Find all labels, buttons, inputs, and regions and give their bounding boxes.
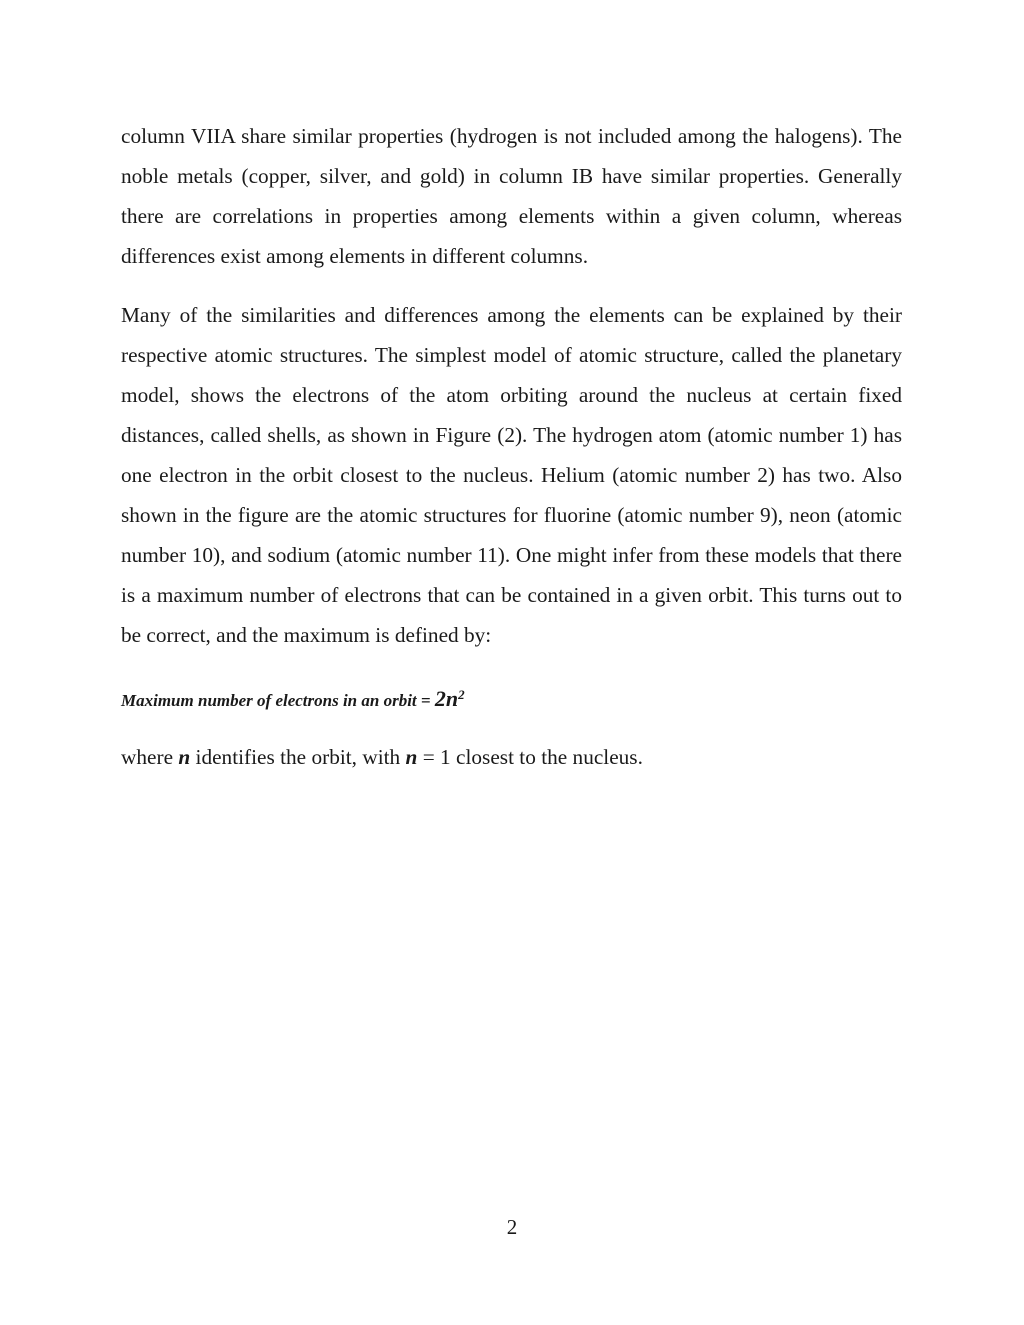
variable-n: n bbox=[178, 745, 191, 769]
where-text-1: where bbox=[121, 745, 179, 769]
formula-label: Maximum number of electrons in an orbit = bbox=[121, 691, 435, 710]
formula-expression bbox=[435, 686, 465, 711]
paragraph-halogens: column VIIA share similar properties (hydrogen is not included among the halogens). The noble metals (copper, silver, and gold) in column IB have similar properties. Generally there are correlations in properties among elements within a given column, whereas differences exist among elements in different columns. bbox=[121, 124, 902, 268]
where-text-2: identifies the orbit, with bbox=[190, 745, 406, 769]
page-body bbox=[121, 116, 902, 777]
where-definition bbox=[121, 737, 902, 777]
where-text-3: = 1 closest to the nucleus. bbox=[417, 745, 643, 769]
page-number: 2 bbox=[506, 1215, 518, 1239]
formula-base: 2n bbox=[434, 686, 459, 711]
formula-max-electrons bbox=[121, 681, 902, 719]
variable-n: n bbox=[405, 745, 418, 769]
paragraph-atomic-structure: Many of the similarities and differences among the elements can be explained by their respective atomic structures. The simplest model of atomic structure, called the planetary model, shows the electrons of the atom orbiting around the nucleus at certain fixed distances, called shells, as shown in Figure (2). The hydrogen atom (atomic number 1) has one electron in the orbit closest to the nucleus. Helium (atomic number 2) has two. Also shown in the figure are the atomic structures for fluorine (atomic number 9), neon (atomic number 10), and sodium (atomic number 11). One might infer from these models that there is a maximum number of electrons that can be contained in a given orbit. This turns out to be correct, and the maximum is defined by: bbox=[121, 303, 902, 647]
formula-exponent: 2 bbox=[458, 687, 465, 702]
